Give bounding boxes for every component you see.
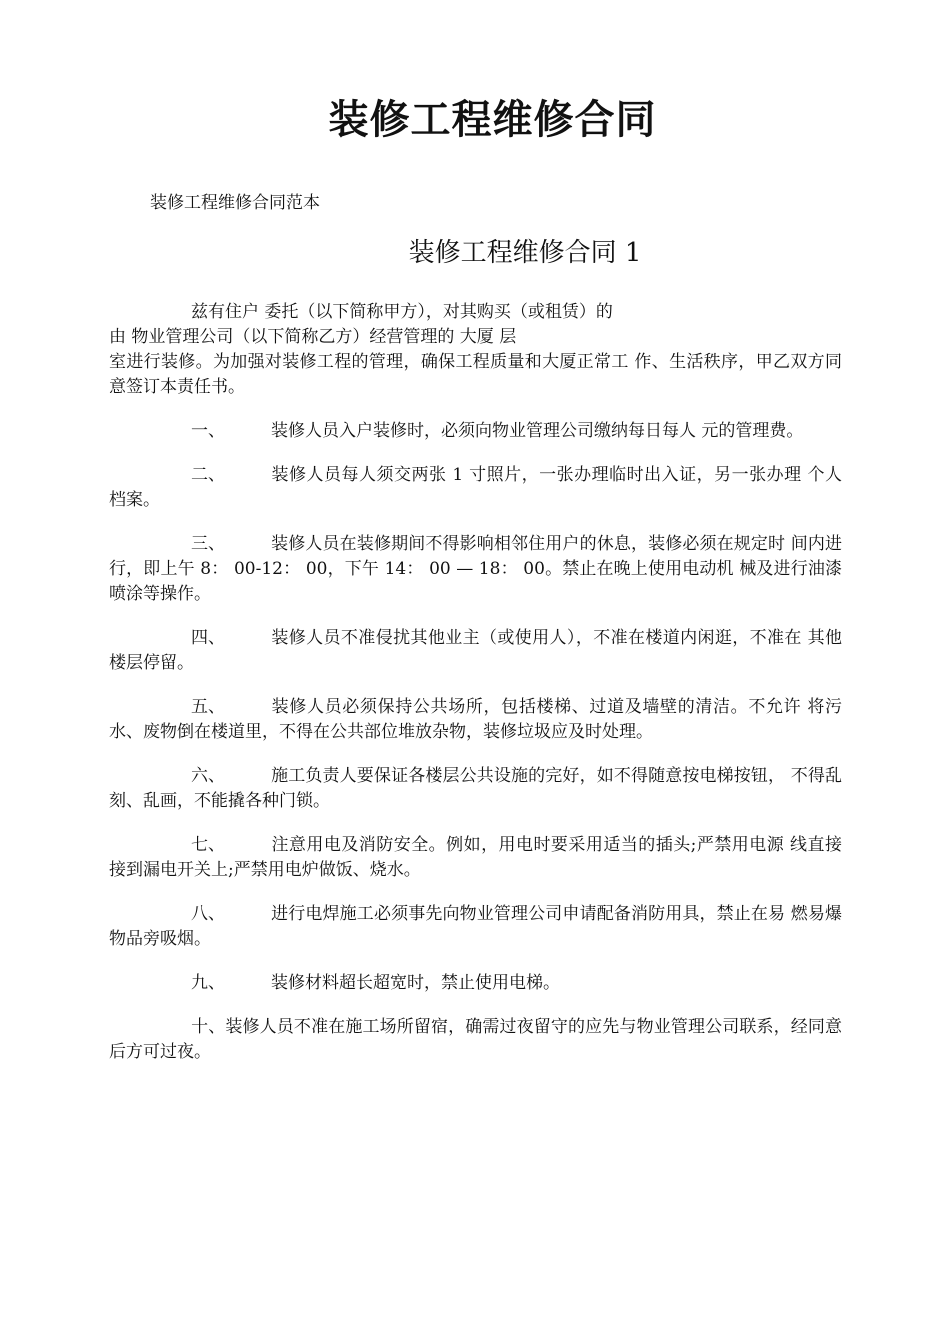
clause-text: 装修人员在装修期间不得影响相邻住用户的休息，装修必须在规定时 间内进行，即上午 8： 00-12： 00，下午 14： 00 — 18： 00。禁止在晚上使用电动机 械及进行油漆喷涂等操作。 (109, 534, 842, 604)
clause-4 (109, 626, 842, 676)
clause-number: 九、 (191, 973, 225, 993)
intro-line: 兹有住户 委托（以下简称甲方），对其购买（或租赁）的 (191, 302, 613, 322)
clause-text: 进行电焊施工必须事先向物业管理公司申请配备消防用具，禁止在易 燃易爆物品旁吸烟。 (109, 904, 842, 949)
clause-number: 四、 (191, 628, 225, 648)
clause-text: 施工负责人要保证各楼层公共设施的完好，如不得随意按电梯按钮， 不得乱刻、乱画，不能撬各种门锁。 (109, 766, 842, 811)
intro-paragraph (109, 300, 842, 400)
clause-text: 装修人员每人须交两张 1 寸照片，一张办理临时出入证，另一张办理 个人档案。 (109, 465, 842, 510)
clause-number: 十、 (191, 1017, 226, 1037)
document-body (109, 300, 842, 1084)
clause-number: 一、 (191, 421, 225, 441)
clause-text: 注意用电及消防安全。例如，用电时要采用适当的插头;严禁用电源 线直接接到漏电开关上;严禁用电炉做饭、烧水。 (109, 835, 842, 880)
clause-number: 三、 (191, 534, 225, 554)
clause-8 (109, 902, 842, 952)
clause-number: 六、 (191, 766, 225, 786)
document-title: 装修工程维修合同 (328, 96, 657, 143)
clause-9 (109, 971, 842, 996)
clause-number: 八、 (191, 904, 225, 924)
clause-number: 五、 (191, 697, 225, 717)
intro-line: 由 物业管理公司（以下简称乙方）经营管理的 大厦 层 (109, 327, 517, 347)
clause-text: 装修人员不准在施工场所留宿，确需过夜留守的应先与物业管理公司联系，经同意后方可过夜。 (109, 1017, 843, 1062)
clause-text: 装修材料超长超宽时，禁止使用电梯。 (271, 973, 560, 993)
clause-7 (109, 833, 842, 883)
clause-5 (109, 695, 842, 745)
section-title: 装修工程维修合同 1 (408, 238, 642, 268)
clause-text: 装修人员入户装修时，必须向物业管理公司缴纳每日每人 元的管理费。 (271, 421, 804, 441)
clause-2 (109, 463, 842, 513)
clause-6 (109, 764, 842, 814)
clause-text: 装修人员必须保持公共场所，包括楼梯、过道及墙壁的清洁。不允许 将污水、废物倒在楼道里，不得在公共部位堆放杂物，装修垃圾应及时处理。 (109, 697, 842, 742)
clause-3 (109, 532, 842, 607)
clause-10 (109, 1015, 842, 1065)
clause-text: 装修人员不准侵扰其他业主（或使用人），不准在楼道内闲逛，不准在 其他楼层停留。 (109, 628, 842, 673)
clause-number: 七、 (191, 835, 225, 855)
document-subtitle: 装修工程维修合同范本 (150, 193, 320, 213)
clause-number: 二、 (191, 465, 225, 485)
clause-1 (109, 419, 842, 444)
intro-line: 室进行装修。为加强对装修工程的管理，确保工程质量和大厦正常工 作、生活秩序，甲乙双方同意签订本责任书。 (109, 352, 842, 397)
